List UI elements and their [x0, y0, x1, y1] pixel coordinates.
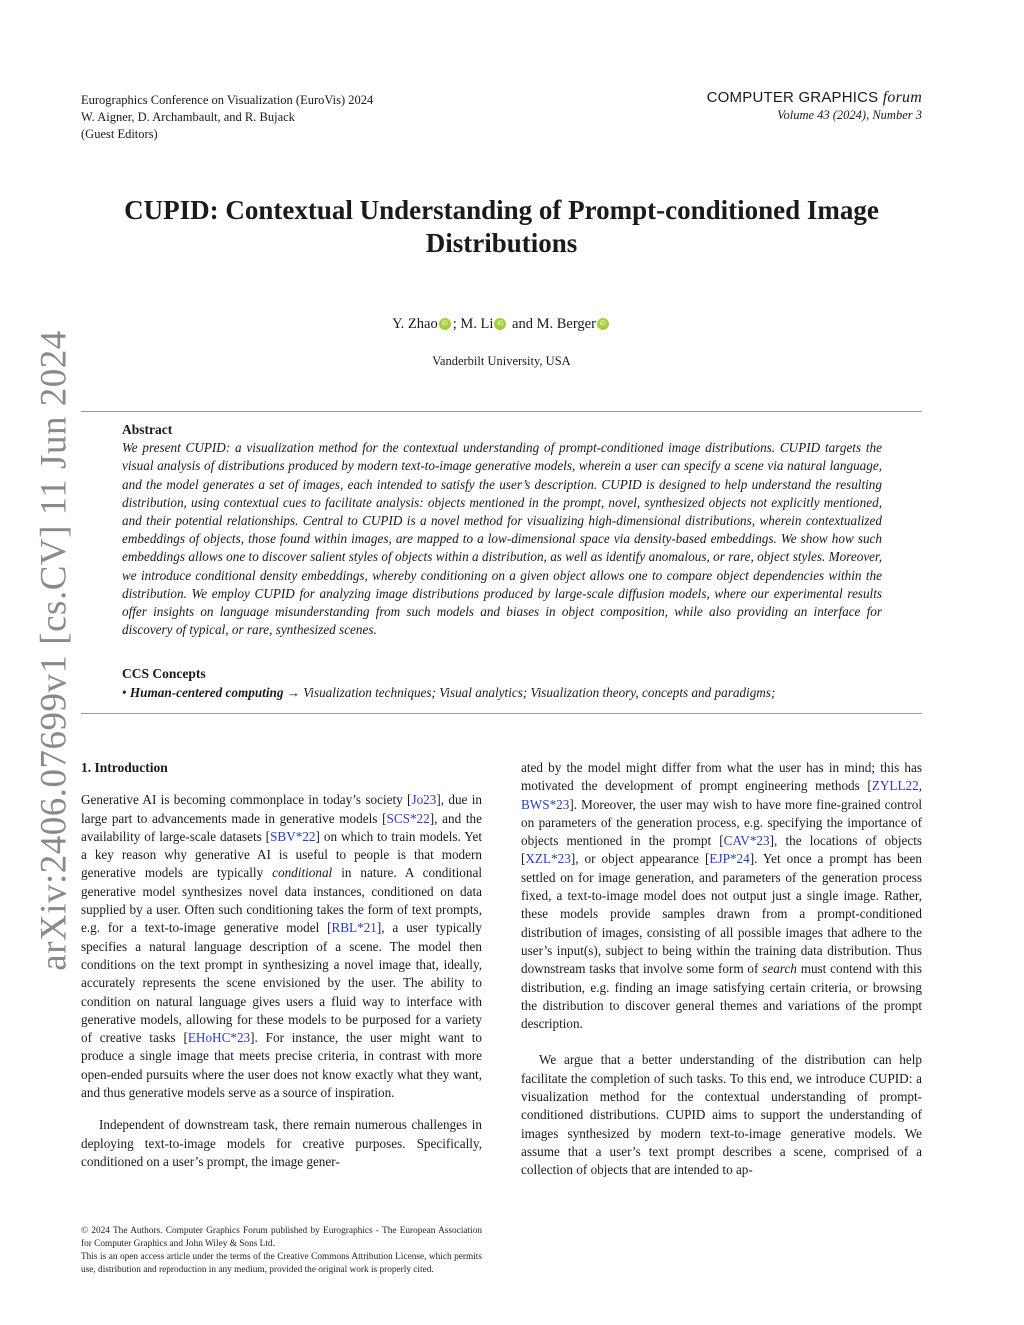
author-name: and M. Berger: [508, 316, 596, 332]
guest-editors-role: (Guest Editors): [81, 127, 158, 141]
ccs-concepts: [122, 665, 922, 702]
citation-link[interactable]: XZL*23: [525, 851, 571, 867]
citation-link[interactable]: ZYLL22: [871, 778, 919, 794]
ccs-text: • Human-centered computing → Visualization techniques; Visual analytics; Visualization theory, concepts and paradigms;: [122, 684, 776, 700]
divider: [81, 411, 922, 412]
author-list: [81, 316, 922, 333]
paragraph: Independent of downstream task, there remain numerous challenges in deploying text-to-image models for creative purposes. Specifically, conditioned on a user’s prompt, the image gener-: [81, 1117, 482, 1169]
ccs-heading: CCS Concepts: [122, 666, 206, 681]
orcid-icon[interactable]: iD: [494, 318, 506, 330]
ccs-term: Human-centered computing: [129, 684, 284, 700]
conference-header: [81, 92, 373, 143]
citation-link[interactable]: EHoHC*23: [187, 1030, 251, 1046]
orcid-icon[interactable]: iD: [439, 318, 451, 330]
license-line: This is an open access article under the terms of the Creative Commons Attribution License, which permits use, distribution and reproduction in any medium, provided the original work is properly cited.: [81, 1252, 482, 1275]
abstract: [122, 421, 882, 639]
copyright-line: © 2024 The Authors. Computer Graphics Forum published by Eurographics - The European Association for Computer Graphics and John Wiley & Sons Ltd.: [81, 1226, 482, 1249]
journal-volume: Volume 43 (2024), Number 3: [777, 108, 922, 122]
divider: [81, 713, 922, 714]
citation-link[interactable]: CAV*23: [723, 833, 770, 849]
section-heading: 1. Introduction: [81, 760, 168, 775]
conference-name: Eurographics Conference on Visualization (EuroVis) 2024: [81, 93, 374, 107]
arxiv-identifier: arXiv:2406.07699v1 [cs.CV] 11 Jun 2024: [33, 329, 75, 971]
left-column: [81, 759, 482, 1171]
journal-name: COMPUTER GRAPHICS forum: [706, 89, 922, 106]
abstract-text: We present CUPID: a visualization method for the contextual understanding of prompt-conditioned image distributions. CUPID targets the visual analysis of distributions produced by modern text-to-image generative models, wherein a user can specify a scene via natural language, and the model generates a set of images, each intended to satisfy the user’s description. CUPID is designed to help understand the resulting distribution, using contextual cues to facilitate analysis: objects mentioned in the prompt, novel, synthesized objects not explicitly mentioned, and their potential relationships. Central to CUPID is a novel method for visualizing high-dimensional distributions, wherein contextualized embeddings of objects, those found within images, are mapped to a low-dimensional space via density-based embeddings. We show how such embeddings allows one to discover salient styles of objects within a distribution, as well as identify anomalous, or rare, object styles. Moreover, we introduce conditional density embeddings, whereby conditioning on a given object allows one to compare object dependencies within the distribution. We employ CUPID for analyzing image distributions produced by large-scale diffusion models, where our experimental results offer insights on language misunderstanding from such models and biases in object composition, while also providing an interface for discovery of typical, or rare, synthesized scenes.: [122, 440, 882, 638]
citation-link[interactable]: Jo23: [411, 792, 437, 808]
citation-link[interactable]: SBV*22: [270, 828, 316, 844]
abstract-heading: Abstract: [122, 422, 173, 437]
copyright-footnote: [81, 1225, 482, 1277]
paragraph: ated by the model might differ from what the user has in mind; this has motivated the development of prompt engineering methods [ZYLL22, BWS*23]. Moreover, the user may wish to have more fine-grained control on parameters of the generation process, e.g. specifying the importance of objects mentioned in the prompt [CAV*23], the locations of objects [XZL*23], or object appearance [EJP*24]. Yet once a prompt has been settled on for image generation, and parameters of the generation process fixed, a text-to-image model does not output just a single image. Rather, these models provide samples drawn from a prompt-conditioned distribution of images, consisting of all possible images that adhere to the user’s input(s), subject to being within the training data distribution. Thus downstream tasks that involve some form of search must contend with this distribution, e.g. finding an image satisfying certain criteria, or browsing the distribution to discover general themes and variations of the prompt description.: [521, 760, 922, 1032]
author-name: Y. Zhao: [392, 316, 438, 332]
paragraph: Generative AI is becoming commonplace in today’s society [Jo23], due in large part to advancements made in generative models [SCS*22], and the availability of large-scale datasets [SBV*22] on which to train models. Yet a key reason why generative AI is useful to people is that modern generative models are typically conditional in nature. A conditional generative model synthesizes novel data instances, conditioned on data supplied by a user. Often such conditioning takes the form of text prompts, e.g. for a text-to-image generative model [RBL*21], a user typically specifies a natural language description of a scene. The model then conditions on the text prompt in synthesizing a novel image that, ideally, accurately represents the scene envisioned by the user. The ability to condition on natural language gives users a fluid way to interface with generative models, allowing for these models to be purposed for a variety of creative tasks [EHoHC*23]. For instance, the user might want to produce a single image that meets precise criteria, in contrast with more open-ended pursuits where the user does not know exactly what they want, and thus generative models serve as a source of inspiration.: [81, 792, 483, 1101]
citation-link[interactable]: SCS*22: [386, 810, 430, 826]
affiliation: Vanderbilt University, USA: [432, 354, 571, 368]
journal-header: [707, 89, 922, 123]
paragraph: We argue that a better understanding of the distribution can help facilitate the completion of such tasks. To this end, we introduce CUPID: a visualization method for the contextual understanding of prompt-conditioned distributions. CUPID aims to support the understanding of images synthesized by modern text-to-image generative models. We assume that a user’s text prompt describes a scene, comprised of a collection of objects that are intended to ap-: [521, 1052, 922, 1178]
right-column: [521, 759, 922, 1180]
citation-link[interactable]: RBL*21: [331, 920, 377, 936]
paper-title: CUPID: Contextual Understanding of Prompt-conditioned Image Distributions: [124, 195, 879, 258]
citation-link[interactable]: EJP*24: [709, 851, 750, 867]
citation-link[interactable]: BWS*23: [521, 796, 570, 812]
orcid-icon[interactable]: iD: [597, 318, 609, 330]
author-name: ; M. Li: [452, 316, 494, 332]
guest-editors: W. Aigner, D. Archambault, and R. Bujack: [81, 110, 295, 124]
